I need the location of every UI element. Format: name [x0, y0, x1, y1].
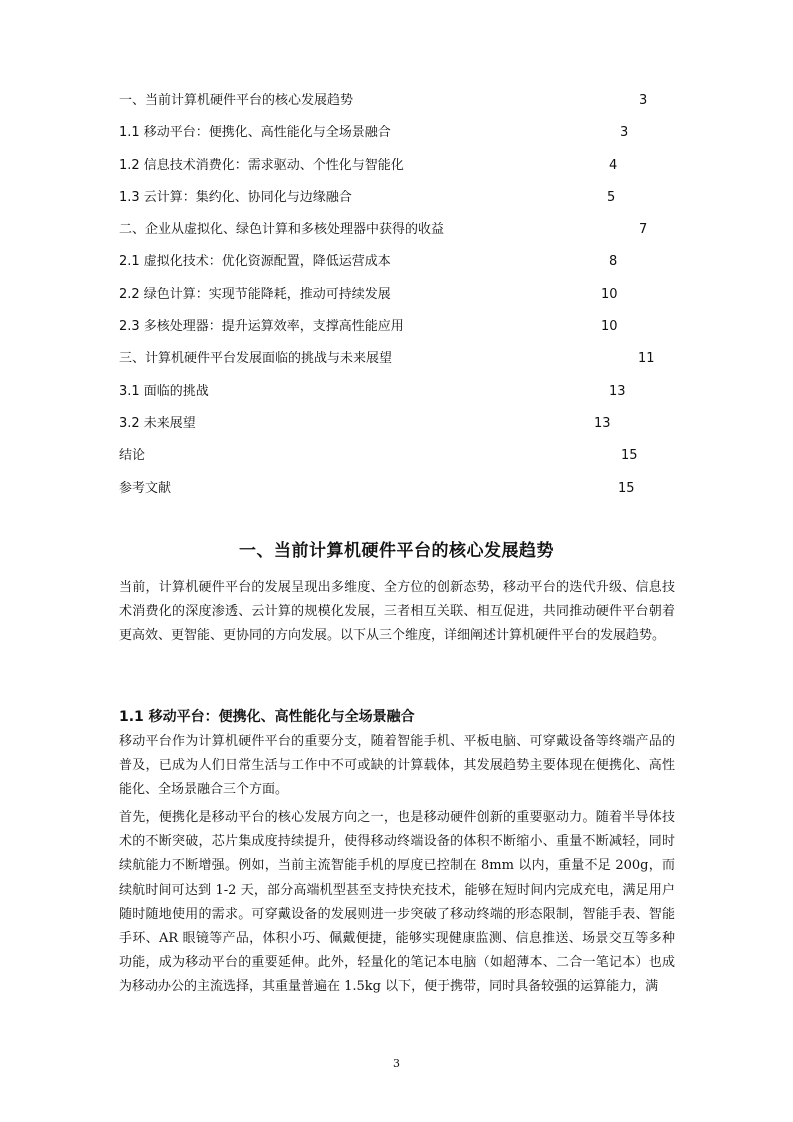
toc-entry — [119, 351, 661, 383]
toc-entry-page: 3 — [620, 125, 629, 141]
toc-entry-title: 二、企业从虚拟化、绿色计算和多核处理器中获得的收益 — [119, 222, 445, 238]
toc-entry-title: 2.1 虚拟化技术：优化资源配置，降低运营成本 — [119, 254, 391, 270]
toc-entry-page: 3 — [639, 93, 648, 108]
page-number: 3 — [393, 1057, 400, 1070]
toc-entry-page: 7 — [639, 222, 648, 238]
toc-entry — [119, 319, 624, 351]
toc-entry-page: 15 — [621, 448, 638, 464]
toc-entry-page: 11 — [638, 351, 655, 367]
intro-paragraph: 当前，计算机硬件平台的发展呈现出多维度、全方位的创新态势，移动平台的迭代升级、信息技术消费化的深度渗透、云计算的规模化发展，三者相互关联、相互促进，共同推动硬件平台朝着更高效、更智能、更协同的方向发展。以下从三个维度，详细阐述计算机硬件平台的发展趋势。 — [119, 580, 675, 644]
toc-entry-page: 13 — [609, 383, 626, 399]
section-title: 一、当前计算机硬件平台的核心发展趋势 — [239, 541, 554, 561]
toc-entry-title: 参考文献 — [119, 480, 172, 496]
toc-entry-page: 10 — [601, 286, 618, 302]
toc-entry — [119, 190, 630, 222]
subsection-title: 1.1 移动平台：便携化、高性能化与全场景融合 — [119, 709, 415, 725]
toc-entry — [119, 416, 617, 448]
toc-entry-title: 1.3 云计算：集约化、协同化与边缘融合 — [119, 189, 352, 205]
toc-entry-title: 三、计算机硬件平台发展面临的挑战与未来展望 — [119, 351, 393, 367]
toc-entry-title: 一、当前计算机硬件平台的核心发展趋势 — [119, 93, 354, 108]
toc-entry-title: 1.1 移动平台：便携化、高性能化与全场景融合 — [119, 125, 391, 141]
toc-entry — [119, 287, 624, 319]
toc-entry-title: 3.2 未来展望 — [119, 415, 196, 431]
table-of-contents — [119, 93, 664, 513]
toc-entry-page: 4 — [609, 157, 618, 173]
toc-entry — [119, 448, 644, 480]
toc-entry-page: 8 — [609, 254, 618, 270]
toc-entry — [119, 222, 662, 254]
toc-entry-page: 5 — [607, 189, 616, 205]
toc-entry-page: 13 — [594, 415, 611, 431]
toc-entry-page: 10 — [601, 319, 618, 335]
toc-entry — [119, 254, 632, 286]
toc-entry — [119, 158, 632, 190]
toc-entry — [119, 93, 662, 125]
toc-entry — [119, 481, 641, 513]
toc-entry-title: 1.2 信息技术消费化：需求驱动、个性化与智能化 — [119, 157, 404, 173]
toc-entry-title: 结论 — [119, 448, 146, 464]
body-paragraph-1: 移动平台作为计算机硬件平台的重要分支，随着智能手机、平板电脑、可穿戴设备等终端产品的普及，已成为人们日常生活与工作中不可或缺的计算载体，其发展趋势主要体现在便携化、高性能化、全场景融合三个方面。 — [119, 734, 675, 798]
toc-entry — [119, 125, 643, 157]
toc-entry — [119, 384, 632, 416]
toc-entry-title: 2.3 多核处理器：提升运算效率，支撑高性能应用 — [119, 319, 404, 335]
body-paragraph-2: 首先，便携化是移动平台的核心发展方向之一，也是移动硬件创新的重要驱动力。随着半导体技术的不断突破，芯片集成度持续提升，使得移动终端设备的体积不断缩小、重量不断减轻，同时续航能力不断增强。例如，当前主流智能手机的厚度已控制在 8mm 以内，重量不足 200g，而续航时间可达到 1-2 天，部分高端机型甚至支持快充技术，能够在短时间内完成充电，满足用户随时随地使用的需求。可穿戴设备的发展则进一步突破了移动终端的形态限制，智能手表、智能手环、AR 眼镜等产品，体积小巧、佩戴便捷，能够实现健康监测、信息推送、场景交互等多种功能，成为移动平台的重要延伸。此外，轻量化的笔记本电脑（如超薄本、二合一笔记本）也成为移动办公的主流选择，其重量普遍在 1.5kg 以下，便于携带，同时具备较强的运算能力，满 — [119, 810, 675, 995]
toc-entry-page: 15 — [618, 480, 635, 496]
toc-entry-title: 3.1 面临的挑战 — [119, 383, 209, 399]
toc-entry-title: 2.2 绿色计算：实现节能降耗，推动可持续发展 — [119, 286, 391, 302]
